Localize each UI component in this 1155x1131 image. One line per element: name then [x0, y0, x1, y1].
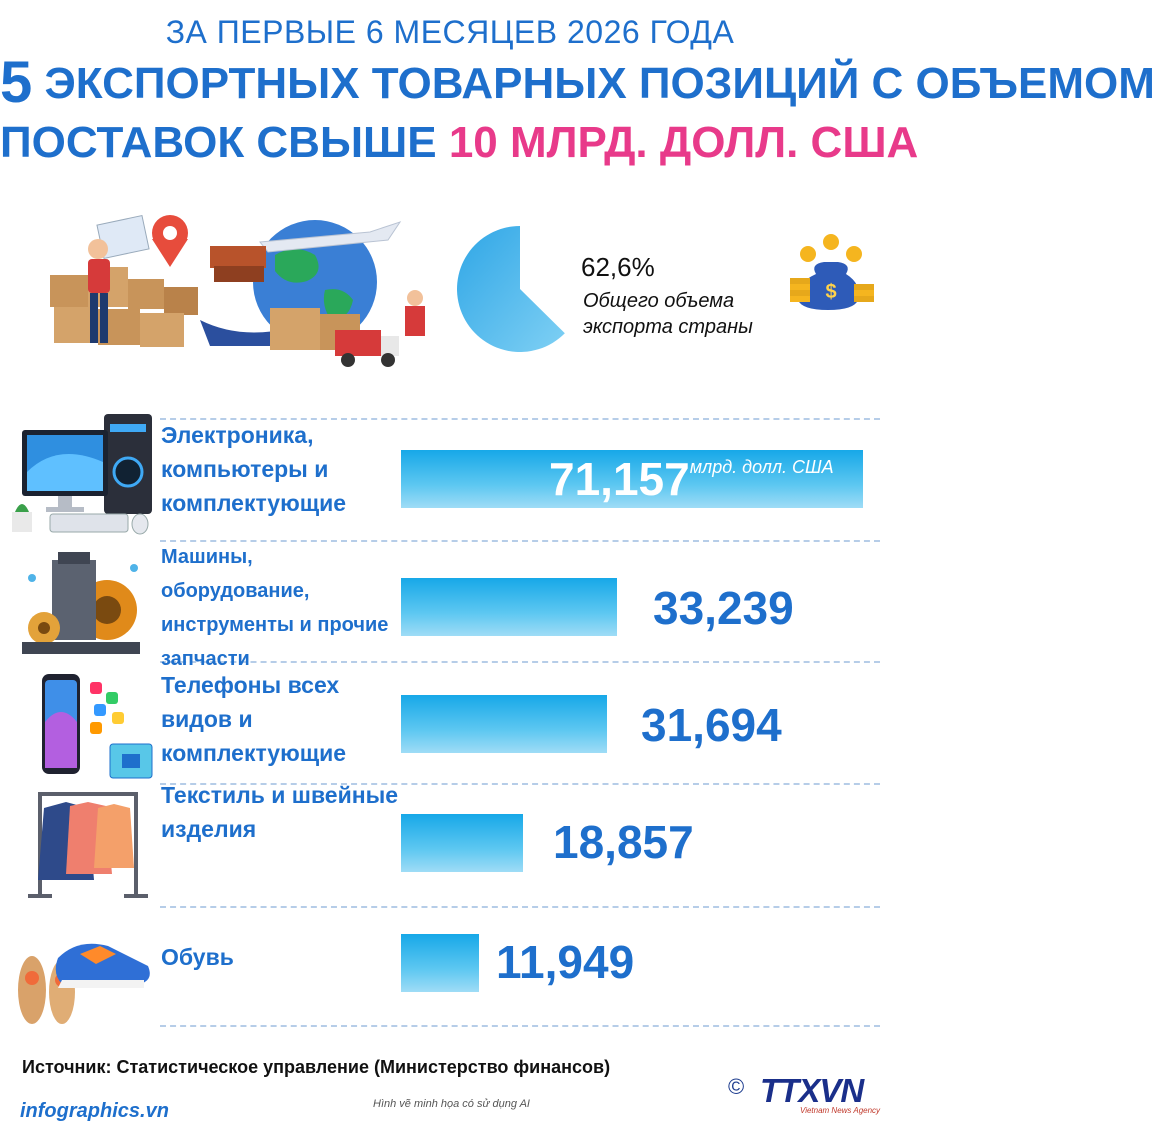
warehouse-worker-illustration [40, 205, 200, 360]
money-bag-icon [786, 232, 876, 312]
copyright-icon: © [728, 1074, 745, 1099]
pie-slice-share [457, 226, 565, 352]
category-label-phones [161, 668, 401, 770]
value-label: 71,157 [549, 453, 690, 505]
category-label-footwear [161, 940, 401, 974]
site-link[interactable]: infographics.vn [20, 1100, 169, 1122]
clothing-rack-icon [14, 786, 154, 904]
share-caption-line2: экспорта страны [583, 316, 753, 338]
machinery-icon [22, 548, 142, 656]
unit-label: млрд. долл. США [689, 457, 834, 477]
category-label-line: изделия [161, 816, 257, 842]
category-label-line: инструменты и прочие [161, 614, 389, 636]
agency-logo: TTXVN [760, 1072, 864, 1109]
bar-textiles [401, 814, 523, 872]
header-subtitle: ЗА ПЕРВЫЕ 6 МЕСЯЦЕВ 2026 ГОДА [165, 14, 735, 50]
header-line2a: ПОСТАВОК СВЫШЕ [0, 118, 449, 167]
category-label-line: комплектующие [161, 740, 347, 766]
value-label-electronics [549, 453, 834, 505]
header-line1: ЭКСПОРТНЫХ ТОВАРНЫХ ПОЗИЦИЙ С ОБЪЕМОМ [32, 59, 1155, 108]
share-caption-line1: Общего объема [583, 290, 735, 312]
value-label-footwear: 11,949 [496, 936, 635, 988]
source-note: Источник: Статистическое управление (Министерство финансов) [22, 1057, 611, 1077]
category-label-line: Обувь [161, 944, 234, 970]
value-label-machinery: 33,239 [653, 582, 794, 634]
value-label-textiles: 18,857 [553, 816, 694, 868]
agency-logo-subtitle: Vietnam News Agency [800, 1106, 881, 1115]
computer-icon [12, 412, 157, 537]
bar-phones [401, 695, 607, 753]
category-label-line: Телефоны всех [161, 672, 340, 698]
bar-footwear [401, 934, 479, 992]
category-label-line: запчасти [161, 648, 250, 670]
export-share-pie [455, 222, 585, 357]
row-divider [160, 1025, 880, 1027]
header-title [0, 50, 1155, 115]
category-label-line: Машины, [161, 546, 253, 568]
shoes-icon [10, 918, 155, 1028]
bar-machinery [401, 578, 617, 636]
row-divider [160, 906, 880, 908]
category-label-line: Текстиль и швейные [161, 782, 399, 808]
header-line2b: 10 МЛРД. ДОЛЛ. США [448, 118, 919, 167]
value-label-phones: 31,694 [641, 699, 782, 751]
category-label-line: компьютеры и [161, 456, 329, 482]
category-label-textiles [161, 778, 401, 846]
smartphone-icon [38, 672, 156, 782]
share-caption [583, 288, 753, 340]
svg-text:$: $ [825, 281, 837, 303]
category-label-line: видов и [161, 706, 253, 732]
category-label-line: оборудование, [161, 580, 310, 602]
header-number: 5 [0, 50, 33, 115]
ai-illustration-note: Hình vẽ minh họa có sử dụng AI [373, 1098, 530, 1110]
category-label-line: комплектующие [161, 490, 347, 516]
category-label-machinery [161, 540, 401, 676]
share-value: 62,6% [581, 252, 655, 282]
global-logistics-illustration [200, 210, 430, 380]
header-title-line2 [0, 114, 919, 172]
category-label-line: Электроника, [161, 422, 314, 448]
category-label-electronics [161, 418, 401, 520]
